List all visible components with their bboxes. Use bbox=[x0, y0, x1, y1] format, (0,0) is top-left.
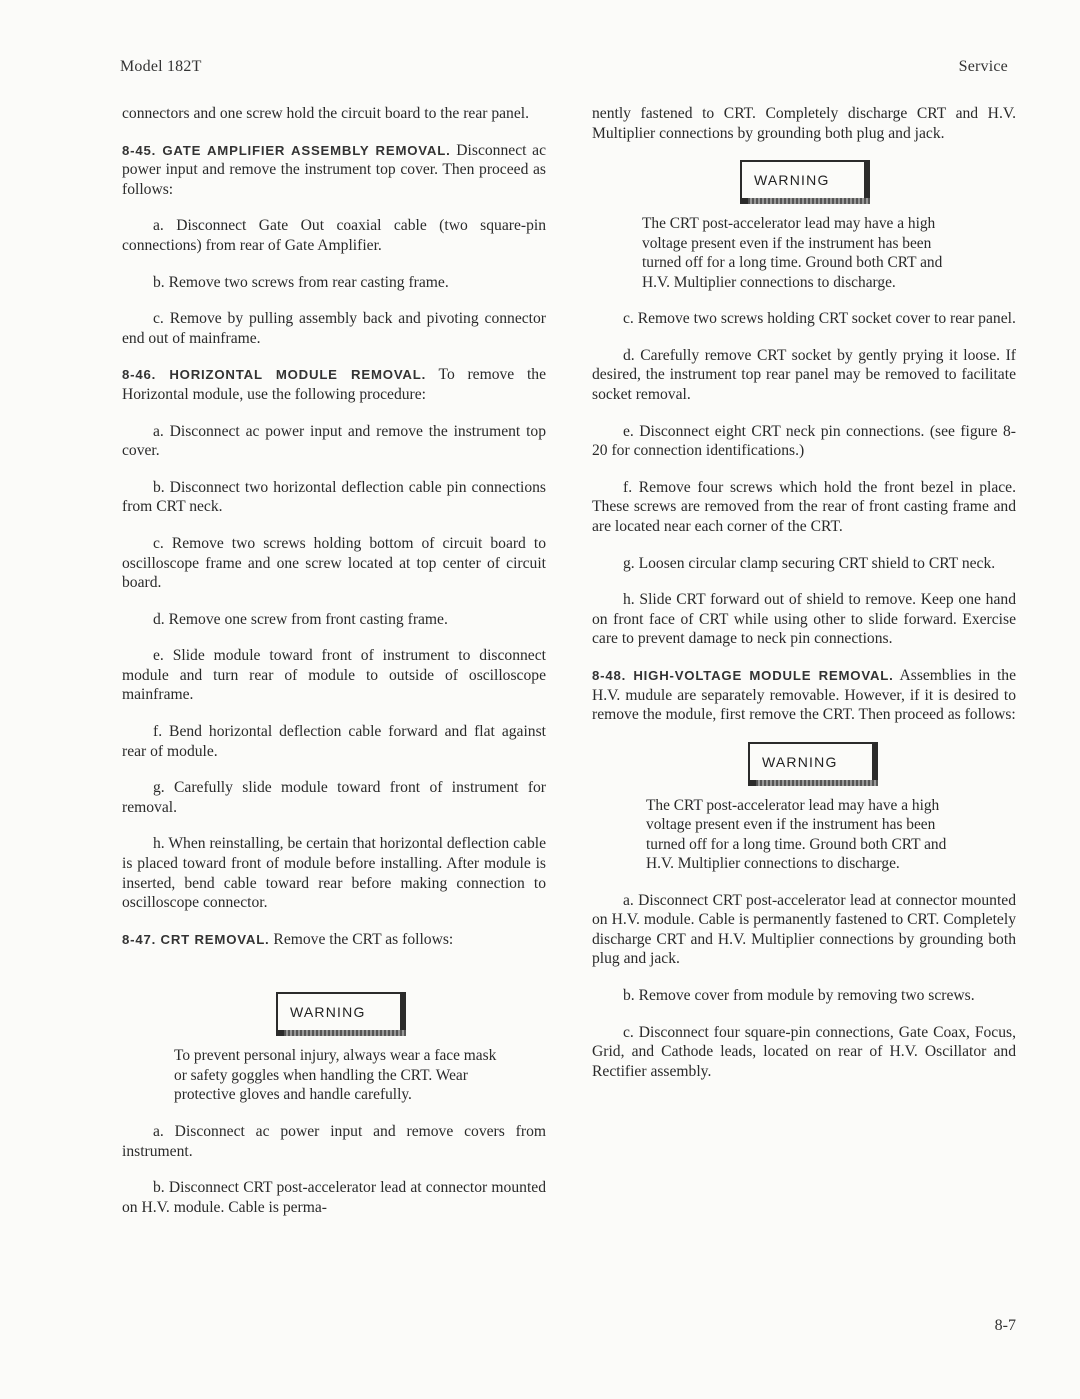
warning-box bbox=[748, 742, 878, 786]
section-8-45 bbox=[122, 141, 546, 200]
step-f: f. Remove four screws which hold the front bezel in place. These screws are removed from the rear of front casting frame and are located near each corner of the CRT. bbox=[592, 478, 1016, 535]
step-h: h. When reinstalling, be certain that horizontal deflection cable is placed toward front of module before installing. After module is inserted, bend cable toward rear before making connection to oscilloscope connector. bbox=[122, 835, 546, 912]
warning-block bbox=[592, 160, 1016, 204]
step-b: b. Remove cover from module by removing two screws. bbox=[623, 987, 975, 1005]
paragraph: nently fastened to CRT. Completely discharge CRT and H.V. Multiplier connections by grounding both plug and jack. bbox=[592, 105, 1016, 142]
warning-block bbox=[122, 966, 546, 1036]
step-a: a. Disconnect ac power input and remove covers from instrument. bbox=[122, 1122, 546, 1160]
step-d: d. Carefully remove CRT socket by gently prying it loose. If desired, the instrument top rear panel may be removed to facilitate socket removal. bbox=[592, 346, 1016, 403]
section-body: Assemblies in the H.V. mudule are separately removable. However, if it is desired to remove the module, first remove the CRT. Then proceed as follows: bbox=[592, 666, 1017, 724]
step-h: h. Slide CRT forward out of shield to remove. Keep one hand on front face of CRT while using other to slide forward. Exercise care to prevent damage to neck pin connections. bbox=[592, 591, 1016, 648]
step-f: f. Bend horizontal deflection cable forward and flat against rear of module. bbox=[122, 723, 546, 760]
section-heading: 8-45. GATE AMPLIFIER ASSEMBLY REMOVAL. bbox=[122, 142, 451, 158]
step-c: c. Remove two screws holding CRT socket cover to rear panel. bbox=[623, 310, 1016, 328]
right-column bbox=[592, 104, 1016, 1098]
step-e: e. Disconnect eight CRT neck pin connections. (see figure 8-20 for connection identifications.) bbox=[592, 422, 1016, 460]
header-model: Model 182T bbox=[120, 58, 202, 75]
step-c: c. Disconnect four square-pin connections, Gate Coax, Focus, Grid, and Cathode leads, located on rear of H.V. Oscillator and Rectifier assembly. bbox=[592, 1023, 1016, 1080]
section-heading: 8-46. HORIZONTAL MODULE REMOVAL. bbox=[122, 367, 427, 383]
step-g: g. Carefully slide module toward front of instrument for removal. bbox=[122, 779, 546, 816]
paragraph: connectors and one screw hold the circuit board to the rear panel. bbox=[122, 105, 530, 122]
section-8-48 bbox=[592, 666, 1016, 725]
warning-box bbox=[740, 160, 870, 204]
step-b: b. Disconnect CRT post-accelerator lead at connector mounted on H.V. module. Cable is perma- bbox=[122, 1179, 546, 1216]
section-body: Disconnect ac power input and remove the instrument top cover. Then proceed as follows: bbox=[122, 141, 547, 198]
warning-label: WARNING bbox=[762, 753, 838, 770]
section-heading: 8-47. CRT REMOVAL. bbox=[122, 931, 270, 947]
section-body: To remove the Horizontal module, use the following procedure: bbox=[122, 366, 546, 403]
section-8-47 bbox=[122, 930, 546, 950]
warning-block bbox=[592, 742, 1016, 786]
header-section: Service bbox=[958, 58, 1008, 75]
warning-text: The CRT post-accelerator lead may have a high voltage present even if the instrument has been turned off for a long time. Ground both CRT and H.V. Multiplier connections to discharge. bbox=[646, 796, 947, 873]
step-a: a. Disconnect CRT post-accelerator lead at connector mounted on H.V. module. Cable is permanently fastened to CRT. Completely discharge CRT and H.V. Multiplier connections by grounding both plug and jack. bbox=[592, 891, 1016, 968]
left-column bbox=[122, 104, 546, 1234]
section-8-46 bbox=[122, 365, 546, 404]
step-e: e. Slide module toward front of instrument to disconnect module and turn rear of module to outside of oscilloscope mainframe. bbox=[122, 647, 546, 704]
step-d: d. Remove one screw from front casting frame. bbox=[153, 610, 448, 628]
warning-box bbox=[276, 992, 406, 1036]
step-b: b. Remove two screws from rear casting frame. bbox=[153, 273, 449, 291]
warning-label: WARNING bbox=[754, 172, 830, 189]
page-number: 8-7 bbox=[994, 1317, 1016, 1334]
section-body: Remove the CRT as follows: bbox=[269, 930, 454, 948]
step-a: a. Disconnect Gate Out coaxial cable (two square-pin connections) from rear of Gate Amplifier. bbox=[122, 217, 546, 254]
warning-label: WARNING bbox=[290, 1004, 366, 1021]
step-g: g. Loosen circular clamp securing CRT shield to CRT neck. bbox=[623, 554, 996, 572]
step-a: a. Disconnect ac power input and remove the instrument top cover. bbox=[122, 422, 546, 460]
step-c: c. Remove two screws holding bottom of circuit board to oscilloscope frame and one screw located at top center of circuit board. bbox=[122, 534, 546, 592]
section-heading: 8-48. HIGH-VOLTAGE MODULE REMOVAL. bbox=[592, 667, 894, 683]
warning-text: To prevent personal injury, always wear a face mask or safety goggles when handling the CRT. Wear protective gloves and handle carefully. bbox=[174, 1047, 497, 1104]
step-c: c. Remove by pulling assembly back and pivoting connector end out of mainframe. bbox=[122, 310, 546, 347]
step-b: b. Disconnect two horizontal deflection cable pin connections from CRT neck. bbox=[122, 478, 546, 516]
warning-text: The CRT post-accelerator lead may have a high voltage present even if the instrument has been turned off for a long time. Ground both CRT and H.V. Multiplier connections to discharge. bbox=[642, 215, 943, 291]
